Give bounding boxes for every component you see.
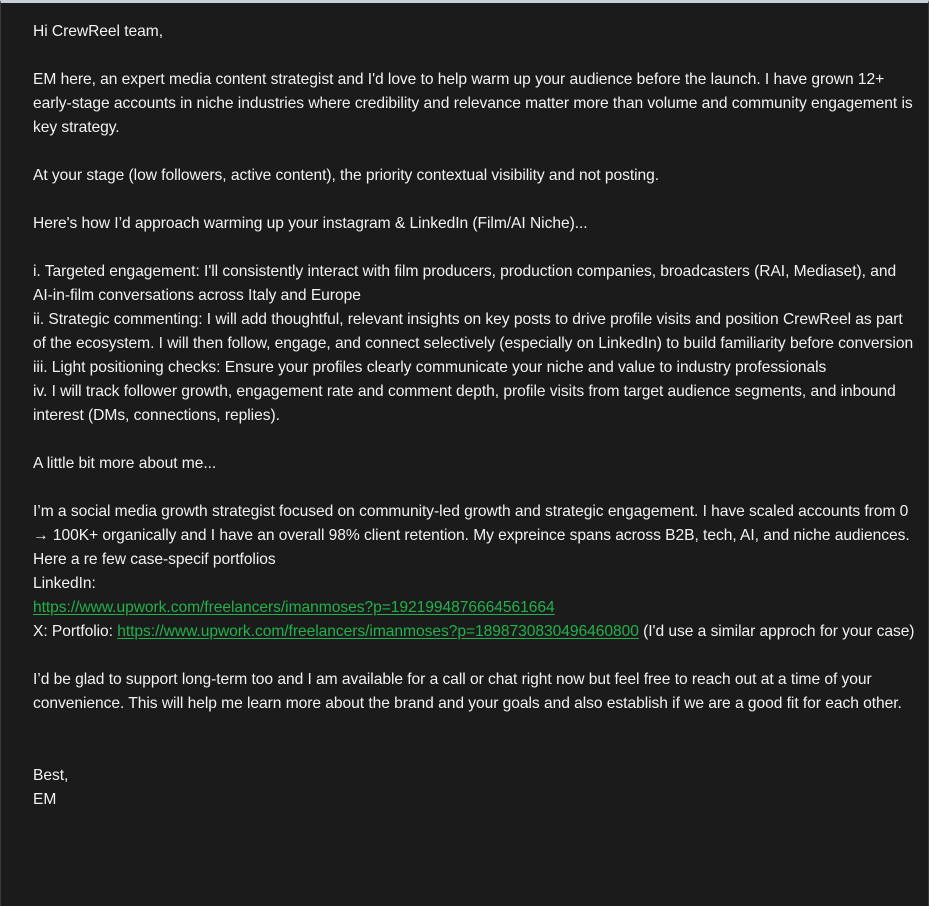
about-heading: A little bit more about me... <box>33 455 217 472</box>
step-item: ii. Strategic commenting: I will add thoughtful, relevant insights on key posts to drive profile visits and position CrewReel as part of the ecosystem. I will then follow, engage, and connect selectively (especially on LinkedIn) to build familiarity before conversion <box>33 311 914 352</box>
step-item: iii. Light positioning checks: Ensure your profiles clearly communicate your niche and value to industry professionals <box>33 359 827 376</box>
steps-list <box>33 260 918 428</box>
x-portfolio-line <box>33 620 918 644</box>
spacer <box>33 740 918 764</box>
about-section <box>33 500 918 644</box>
step-item: iv. I will track follower growth, engagement rate and comment depth, profile visits from target audience segments, and inbound interest (DMs, connections, replies). <box>33 383 896 424</box>
signature: EM <box>33 791 57 808</box>
closing-paragraph: I’d be glad to support long-term too and I am available for a call or chat right now but feel free to reach out at a time of your convenience. This will help me learn more about the brand and your goals and also establish if we are a good fit for each other. <box>33 671 902 712</box>
approach-heading: Here's how I’d approach warming up your instagram & LinkedIn (Film/AI Niche)... <box>33 215 588 232</box>
about-body: I’m a social media growth strategist focused on community-led growth and strategic engagement. I have scaled accounts from 0 → 100K+ organically and I have an overall 98% client retention. My expreince spans across B2B, tech, AI, and niche audiences. <box>33 503 910 544</box>
greeting: Hi CrewReel team, <box>33 23 163 40</box>
stage-paragraph: At your stage (low followers, active content), the priority contextual visibility and not posting. <box>33 167 660 184</box>
linkedin-line <box>33 596 918 620</box>
signoff-block <box>33 764 918 812</box>
signoff: Best, <box>33 767 69 784</box>
portfolio-intro: Here a re few case-specif portfolios <box>33 551 276 568</box>
x-label: X: Portfolio: <box>33 623 118 640</box>
x-portfolio-link[interactable]: https://www.upwork.com/freelancers/imanmoses?p=1898730830496460800 <box>117 623 639 640</box>
linkedin-label: LinkedIn: <box>33 575 96 592</box>
step-item: i. Targeted engagement: I'll consistently interact with film producers, production companies, broadcasters (RAI, Mediaset), and AI-in-film conversations across Italy and Europe <box>33 263 897 304</box>
linkedin-portfolio-link[interactable]: https://www.upwork.com/freelancers/imanmoses?p=1921994876664561664 <box>33 599 555 616</box>
intro-paragraph: EM here, an expert media content strategist and I'd love to help warm up your audience before the launch. I have grown 12+ early-stage accounts in niche industries where credibility and relevance matter more than volume and community engagement is key strategy. <box>33 71 913 136</box>
message-body <box>33 20 918 812</box>
x-note: (I'd use a similar approch for your case) <box>638 623 915 640</box>
